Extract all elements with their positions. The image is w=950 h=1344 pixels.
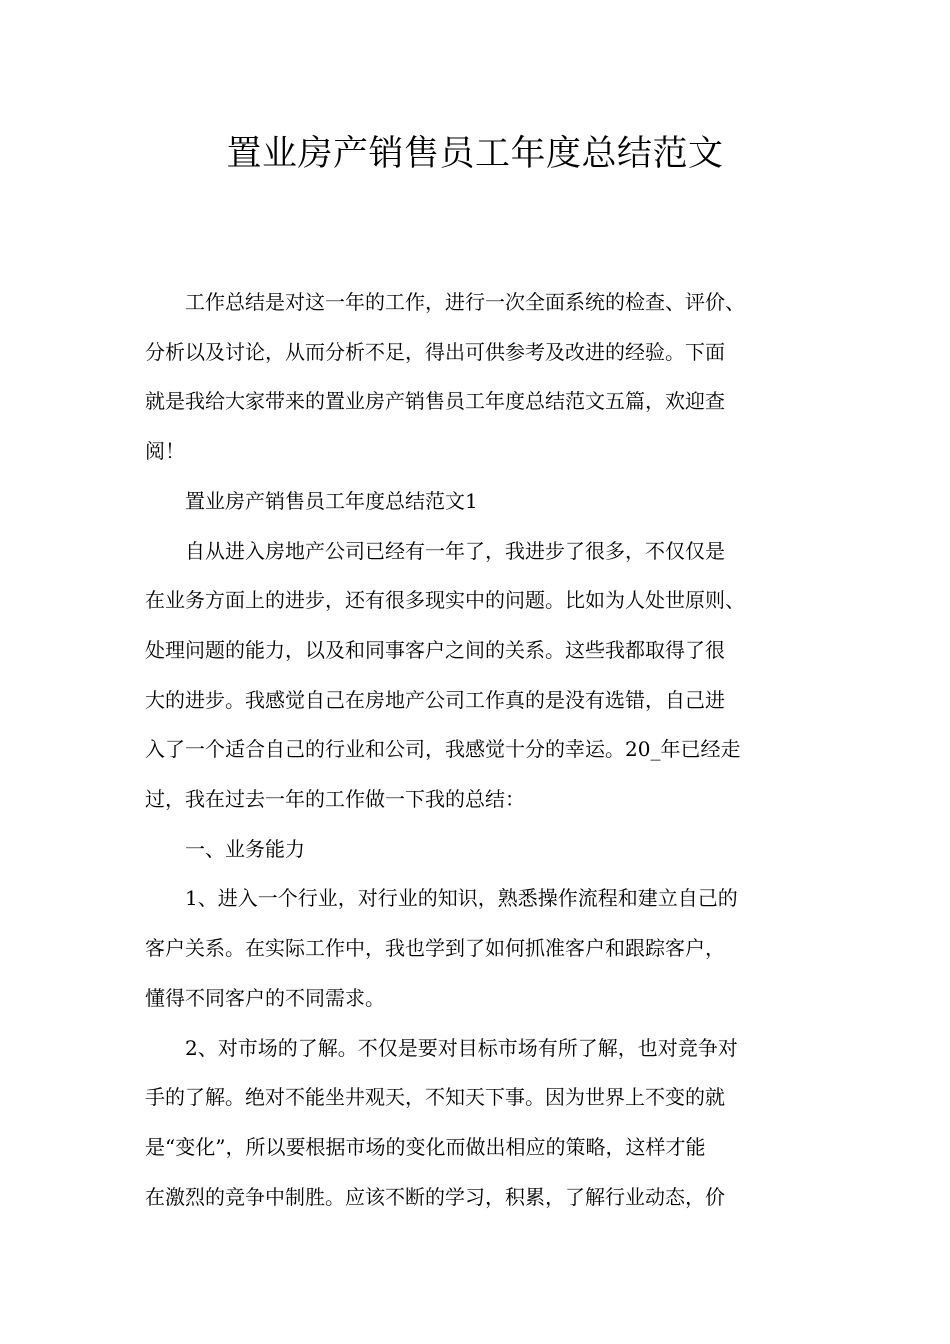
text-line: 懂得不同客户的不同需求。	[145, 985, 385, 1010]
text-line: 是“变化”，所以要根据市场的变化而做出相应的策略，这样才能	[145, 1134, 706, 1159]
text-line: 就是我给大家带来的置业房产销售员工年度总结范文五篇，欢迎查	[145, 389, 725, 414]
section-heading: 置业房产销售员工年度总结范文1	[185, 488, 478, 513]
document-body	[145, 278, 815, 1222]
document-title: 置业房产销售员工年度总结范文	[226, 134, 724, 174]
body-paragraph	[145, 527, 815, 825]
text-line: 阅！	[145, 439, 185, 464]
text-line: 手的了解。绝对不能坐井观天，不知天下事。因为世界上不变的就	[145, 1085, 725, 1110]
text-line: 处理问题的能力，以及和同事客户之间的关系。这些我都取得了很	[145, 637, 725, 662]
list-item-1	[145, 874, 815, 1023]
text-line: 1、进入一个行业，对行业的知识，熟悉操作流程和建立自己的	[185, 886, 738, 911]
text-line: 客户关系。在实际工作中，我也学到了如何抓准客户和跟踪客户，	[145, 936, 725, 961]
text-line: 分析以及讨论，从而分析不足，得出可供参考及改进的经验。下面	[145, 339, 725, 364]
intro-paragraph	[145, 278, 815, 477]
subsection-heading: 一、业务能力	[185, 836, 305, 861]
text-line: 大的进步。我感觉自己在房地产公司工作真的是没有选错，自己进	[145, 687, 725, 712]
text-line: 自从进入房地产公司已经有一年了，我进步了很多，不仅仅是	[185, 538, 725, 563]
text-line: 过，我在过去一年的工作做一下我的总结：	[145, 787, 525, 812]
text-line: 在激烈的竞争中制胜。应该不断的学习，积累，了解行业动态，价	[145, 1184, 725, 1209]
text-line: 在业务方面上的进步，还有很多现实中的问题。比如为人处世原则、	[145, 588, 745, 613]
text-line: 工作总结是对这一年的工作，进行一次全面系统的检查、评价、	[185, 290, 745, 314]
list-item-2	[145, 1024, 815, 1223]
text-line: 2、对市场的了解。不仅是要对目标市场有所了解，也对竞争对	[185, 1035, 738, 1060]
text-line: 入了一个适合自己的行业和公司，我感觉十分的幸运。20_年已经走	[145, 737, 741, 762]
